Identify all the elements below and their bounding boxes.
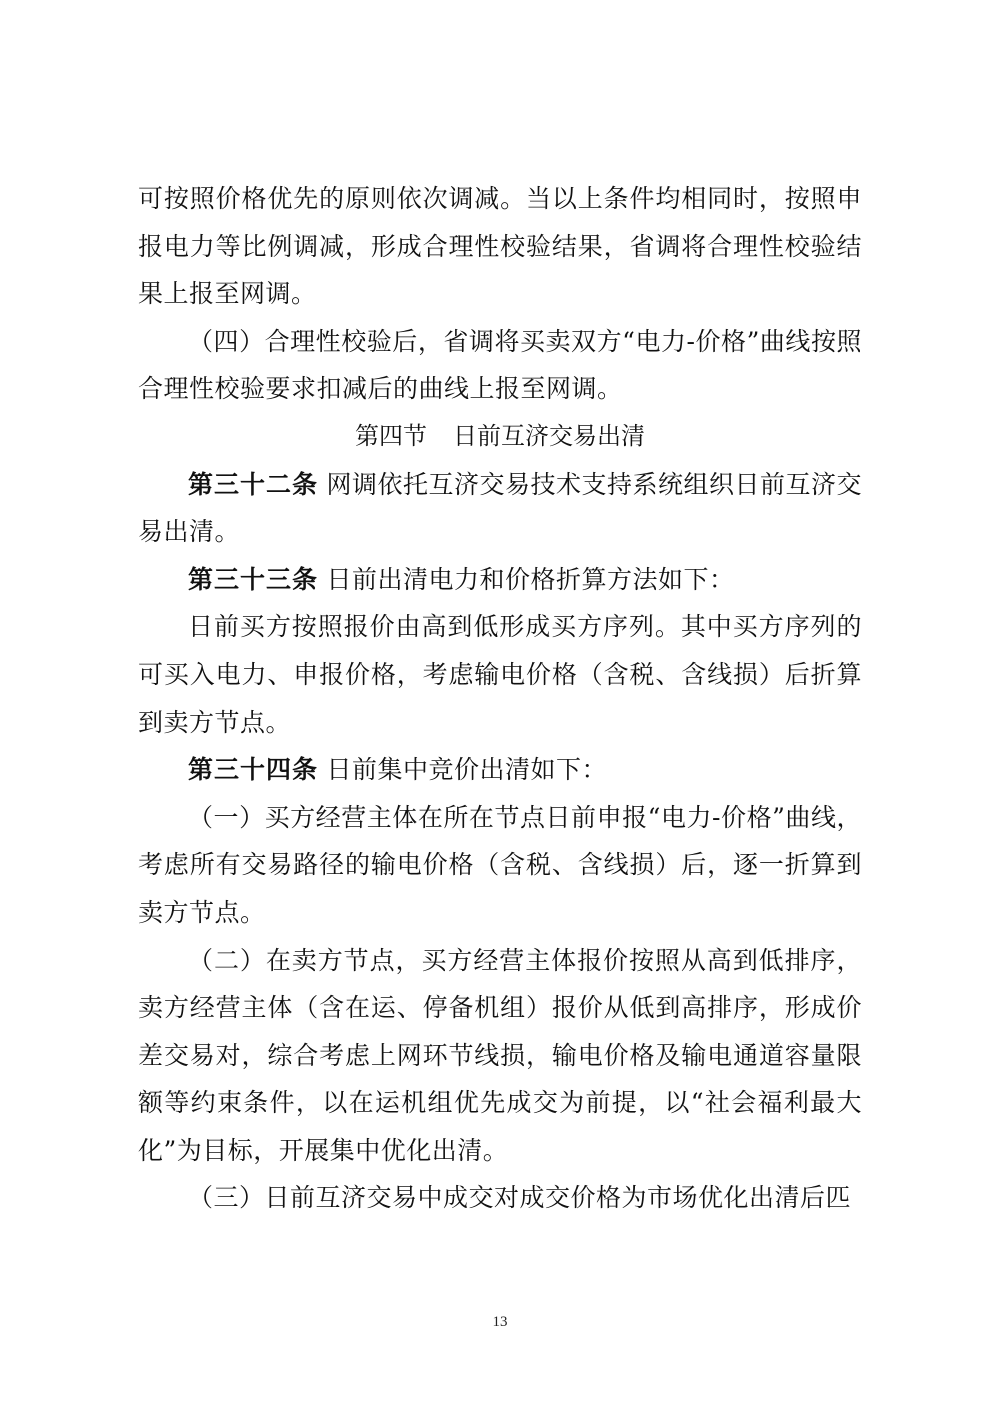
article-32 — [138, 461, 862, 556]
article-text: 日前集中竞价出清如下： — [326, 755, 607, 785]
paragraph-text: 日前买方按照报价由高到低形成买方序列。其中买方序列的可买入电力、申报价格，考虑输电价格（含税、含线损）后折算到卖方节点。 — [138, 612, 862, 737]
section-heading — [138, 413, 862, 461]
article-33-detail — [138, 603, 862, 746]
article-text: 网调依托互济交易技术支持系统组织日前互济交易出清。 — [138, 469, 862, 547]
document-body — [138, 175, 862, 1222]
page-number: 13 — [492, 1314, 508, 1330]
article-34-item-two — [138, 937, 862, 1175]
article-label: 第三十四条 — [188, 755, 319, 785]
section-title: 日前互济交易出清 — [453, 421, 645, 450]
article-34 — [138, 746, 862, 794]
paragraph-continuation — [138, 175, 862, 318]
paragraph-text: （三）日前互济交易中成交对成交价格为市场优化出清后匹 — [188, 1183, 852, 1213]
article-label: 第三十二条 — [188, 469, 319, 499]
paragraph-text: （二）在卖方节点，买方经营主体报价按照从高到低排序，卖方经营主体（含在运、停备机组）报价从低到高排序，形成价差交易对，综合考虑上网环节线损，输电价格及输电通道容量限额等约束条件，以在运机组优先成交为前提，以“社会福利最大化”为目标，开展集中优化出清。 — [138, 945, 862, 1165]
article-label: 第三十三条 — [188, 564, 319, 594]
paragraph-text: （四）合理性校验后，省调将买卖双方“电力-价格”曲线按照合理性校验要求扣减后的曲线上报至网调。 — [138, 326, 862, 404]
section-number: 第四节 — [355, 421, 427, 450]
article-34-item-three — [138, 1174, 862, 1222]
paragraph-item-four — [138, 318, 862, 413]
article-34-item-one — [138, 794, 862, 937]
article-text: 日前出清电力和价格折算方法如下： — [326, 564, 735, 594]
paragraph-text: 可按照价格优先的原则依次调减。当以上条件均相同时，按照申报电力等比例调减，形成合理性校验结果，省调将合理性校验结果上报至网调。 — [138, 184, 862, 309]
article-33 — [138, 556, 862, 604]
paragraph-text: （一）买方经营主体在所在节点日前申报“电力-价格”曲线，考虑所有交易路径的输电价格（含税、含线损）后，逐一折算到卖方节点。 — [138, 802, 862, 927]
